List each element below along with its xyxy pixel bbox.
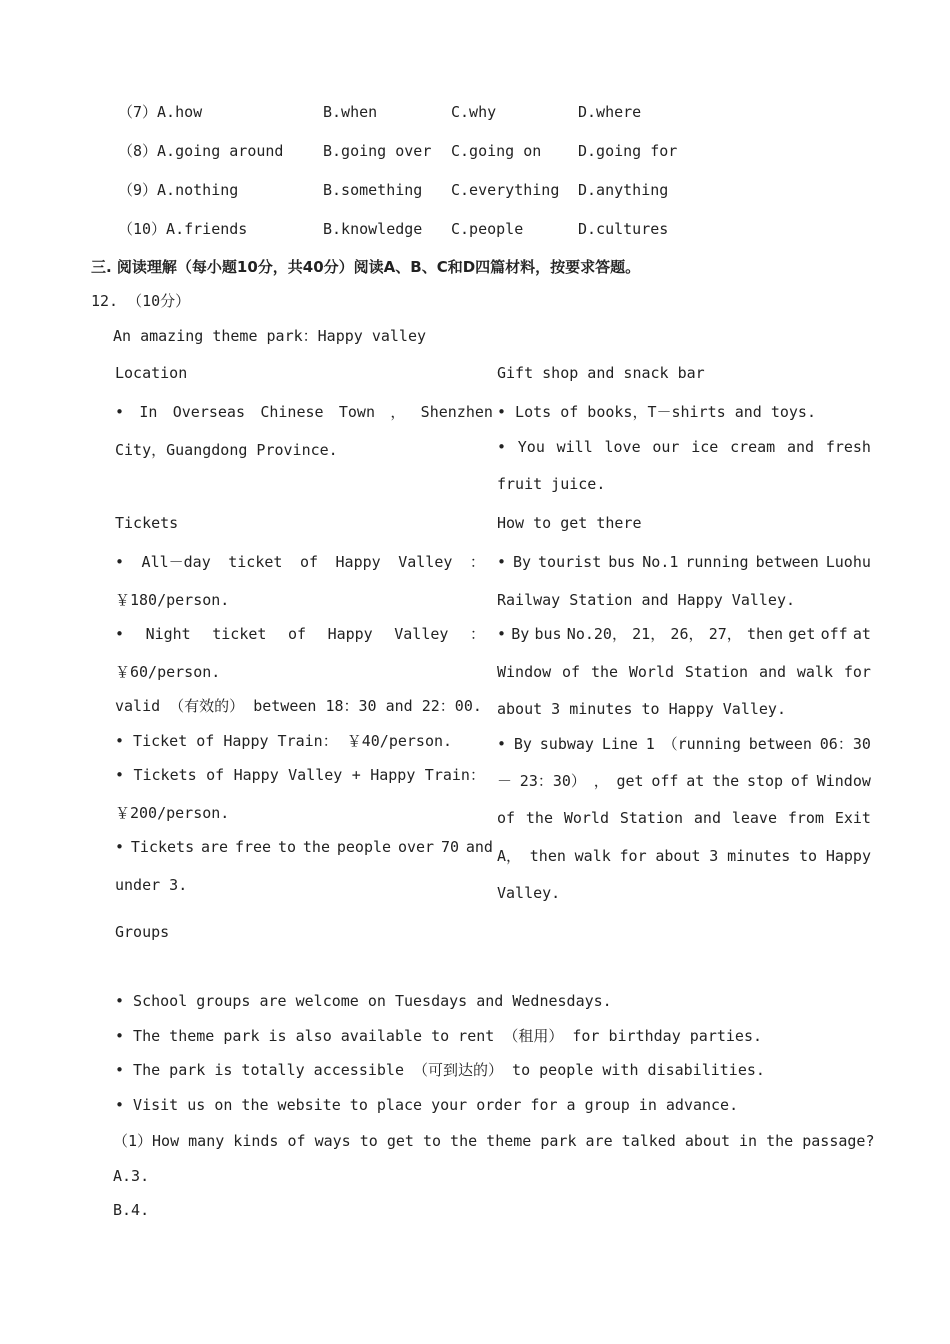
valid-line: valid （有效的） between 18：30 and 22：00. (115, 697, 482, 715)
gift-line: • You will love our ice cream and fresh (497, 438, 871, 456)
bus2-line: Window of the World Station and walk for (497, 663, 871, 681)
tickets-heading: Tickets (115, 514, 179, 532)
combo-ticket-line: • Tickets of Happy Valley + Happy Train： (115, 766, 485, 784)
option-c: C.going on (451, 142, 542, 160)
answer-option-a: A.3. (113, 1167, 150, 1185)
option-d: D.anything (578, 181, 669, 199)
free-ticket-line: • Tickets are free to the people over 70 and (115, 838, 493, 856)
bus2-line: • By bus No.20， 21， 26， 27， then get off at (497, 625, 871, 643)
night-ticket-line: • Night ticket of Happy Valley ： (115, 625, 485, 643)
gift-line: fruit juice. (497, 475, 606, 493)
passage-title: An amazing theme park：Happy valley (113, 327, 427, 345)
option-c: C.everything (451, 181, 560, 199)
option-d: D.where (578, 103, 642, 121)
allday-ticket-price: ￥180/person. (115, 591, 230, 609)
option-c: C.people (451, 220, 524, 238)
free-ticket-line: under 3. (115, 876, 188, 894)
subway-line: A， then walk for about 3 minutes to Happy (497, 847, 871, 865)
option-a: （10）A.friends (118, 220, 248, 238)
group-item: • Visit us on the website to place your order for a group in advance. (115, 1096, 739, 1114)
allday-ticket-line: • All－day ticket of Happy Valley ： (115, 553, 485, 571)
subway-line: － 23：30） ， get off at the stop of Window (497, 772, 871, 790)
option-b: B.knowledge (323, 220, 423, 238)
answer-option-b: B.4. (113, 1201, 150, 1219)
location-heading: Location (115, 364, 188, 382)
option-a: （9）A.nothing (118, 181, 239, 199)
bus1-line: Railway Station and Happy Valley. (497, 591, 796, 609)
location-line: • In Overseas Chinese Town ， Shenzhen (115, 403, 493, 421)
option-b: B.going over (323, 142, 432, 160)
groups-heading: Groups (115, 923, 170, 941)
option-a: （8）A.going around (118, 142, 284, 160)
group-item: • The park is totally accessible （可到达的） to people with disabilities. (115, 1061, 765, 1079)
group-item: • The theme park is also available to rent （租用） for birthday parties. (115, 1027, 762, 1045)
location-line: City，Guangdong Province. (115, 441, 338, 459)
bus2-line: about 3 minutes to Happy Valley. (497, 700, 786, 718)
subway-line: Valley. (497, 884, 561, 902)
gift-heading: Gift shop and snack bar (497, 364, 705, 382)
option-b: B.something (323, 181, 423, 199)
option-b: B.when (323, 103, 378, 121)
section-heading: 三. 阅读理解（每小题10分，共40分）阅读A、B、C和D四篇材料，按要求答题。 (91, 258, 641, 276)
group-item: • School groups are welcome on Tuesdays and Wednesdays. (115, 992, 612, 1010)
train-ticket-line: • Ticket of Happy Train： ￥40/person. (115, 732, 453, 750)
bus1-line: • By tourist bus No.1 running between Luohu (497, 553, 871, 571)
subway-line: of the World Station and leave from Exit (497, 809, 871, 827)
night-ticket-price: ￥60/person. (115, 663, 221, 681)
option-a: （7）A.how (118, 103, 203, 121)
option-d: D.going for (578, 142, 678, 160)
option-d: D.cultures (578, 220, 669, 238)
question-text: （1）How many kinds of ways to get to the theme park are talked about in the passage? (113, 1132, 875, 1150)
gift-line: • Lots of books，T－shirts and toys. (497, 403, 816, 421)
option-c: C.why (451, 103, 497, 121)
how-heading: How to get there (497, 514, 642, 532)
question-number: 12. （10分） (91, 292, 191, 310)
combo-ticket-price: ￥200/person. (115, 804, 230, 822)
subway-line: • By subway Line 1 （running between 06：30 (497, 735, 871, 753)
